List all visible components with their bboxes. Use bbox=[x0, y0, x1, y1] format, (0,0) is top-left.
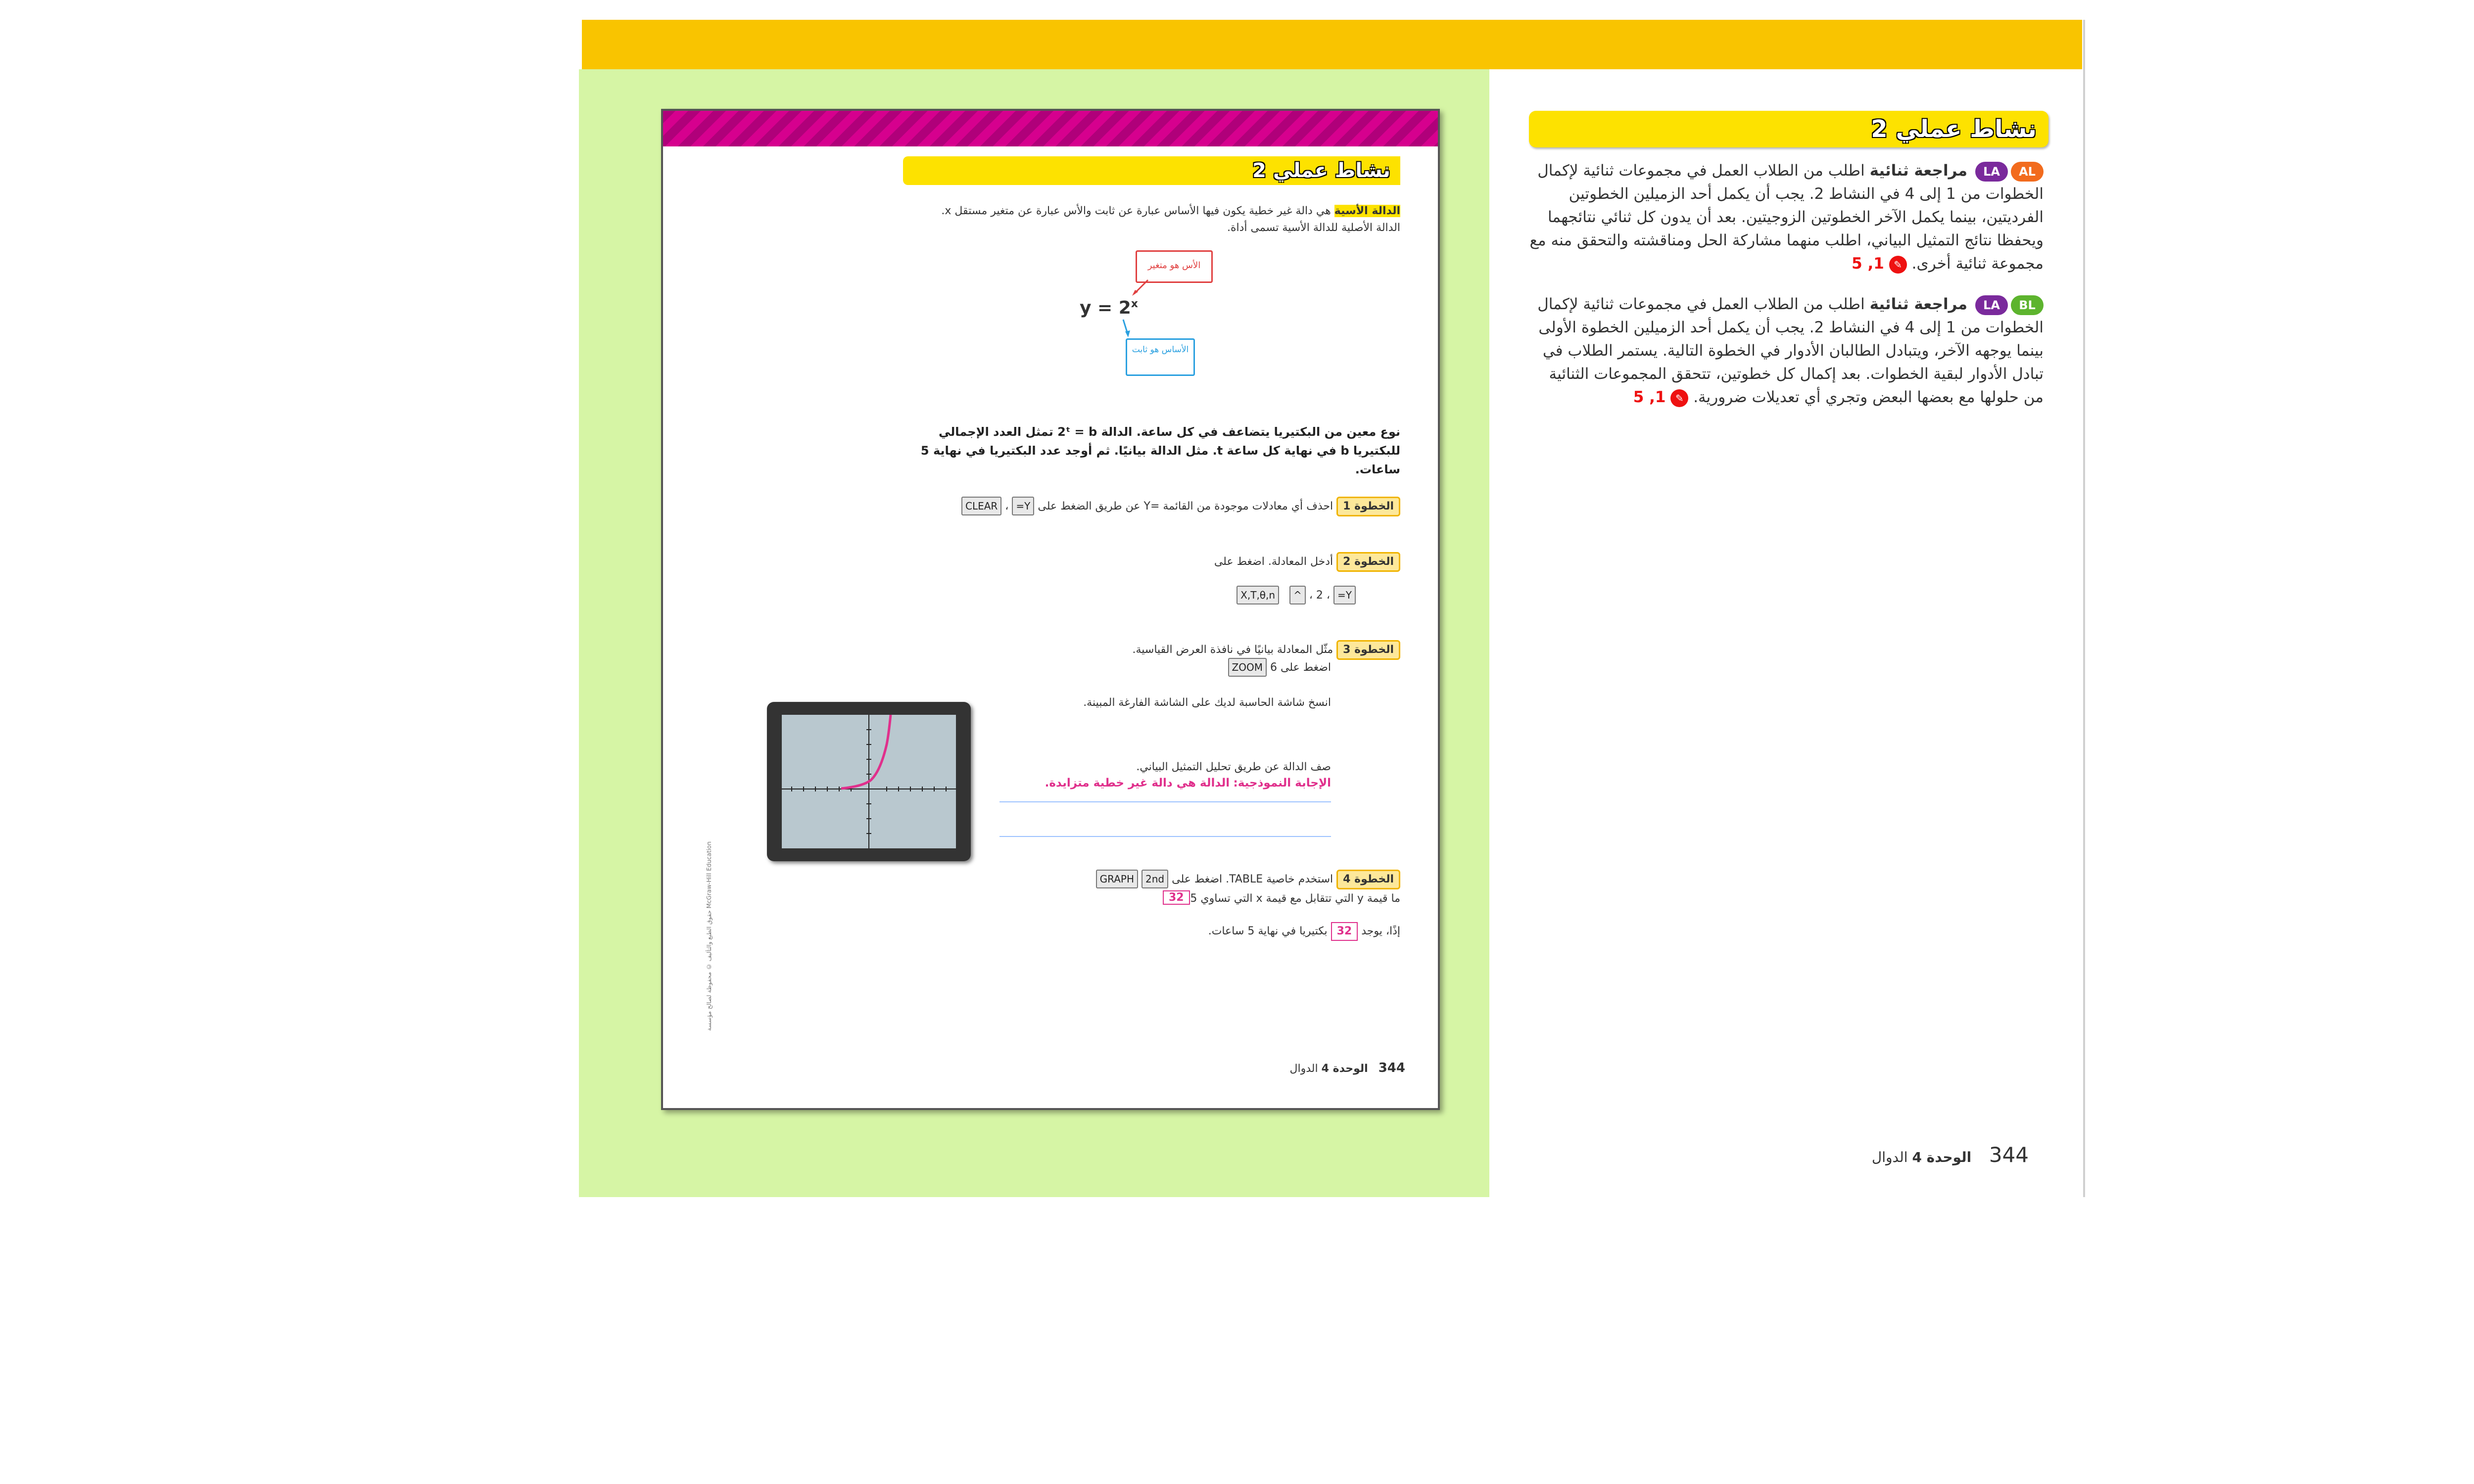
step-4-question: ما قيمة y التي تتقابل مع قيمة x التي تساوي 5 bbox=[1190, 892, 1400, 905]
answer-line bbox=[999, 836, 1331, 837]
definition-block bbox=[930, 203, 1400, 236]
step-4-text: استخدم خاصية TABLE. اضغط على bbox=[1172, 873, 1333, 885]
copyright-side-text: حقوق الطبع والتأليف © محفوظة لصالح مؤسسة McGraw-Hill Education bbox=[706, 841, 713, 1031]
step-3-press-label: اضغط على bbox=[1280, 661, 1331, 674]
equation-base: y = 2 bbox=[1080, 298, 1131, 318]
step-3-describe: صف الدالة عن طريق تحليل التمثيل البياني. bbox=[1136, 761, 1331, 773]
step-1: الخطوة 1 احذف أي معادلات موجودة من القائمة =Y عن طريق الضغط على Y= ، CLEAR bbox=[901, 497, 1400, 516]
paragraph-2 bbox=[1529, 293, 2044, 409]
callout-base: الأساس هو ثابت bbox=[1126, 338, 1195, 376]
step-3-text: مثّل المعادلة بيانيًا في نافذة العرض القياسية. bbox=[1132, 644, 1333, 656]
key-2nd: 2nd bbox=[1142, 870, 1168, 888]
answer-line bbox=[999, 801, 1331, 802]
conclusion-answer: 32 bbox=[1331, 922, 1358, 941]
step-2-text: أدخل المعادلة. اضغط على bbox=[1214, 556, 1333, 568]
paragraph-1-text: اطلب من الطلاب العمل في مجموعات ثنائية لإكمال الخطوات من 1 إلى 4 في النشاط 2. يجب أن يكمل أحد الزميلين الخطوتين الفرديتين، بينما يكمل الآخر الخطوتين الزوجيتين. بعد أن يدون كل ثنائي نتائجهما ويحفظا نتائج التمثيل البياني، اطلب منهما مشاركة الحل ومناقشته والتحقق منه مع مجموعة ثنائية أخرى. bbox=[1529, 162, 2044, 273]
conclusion-post: بكتيريا في نهاية 5 ساعات. bbox=[1208, 925, 1328, 937]
step-4 bbox=[901, 870, 1400, 889]
key-clear: CLEAR bbox=[961, 497, 1001, 515]
student-page-preview bbox=[661, 109, 1440, 1110]
sample-answer-text: الدالة هي دالة غير خطية متزايدة. bbox=[1045, 777, 1230, 789]
callout-base-arrow bbox=[1118, 319, 1138, 338]
equation-exponent: x bbox=[1131, 298, 1138, 310]
step-4-tag: الخطوة 4 bbox=[1336, 870, 1400, 889]
calculator-screen bbox=[782, 715, 956, 848]
sample-answer-label: الإجابة النموذجية: bbox=[1233, 777, 1331, 789]
activity-title: نشاط عملي 2 bbox=[1529, 111, 2048, 147]
badge-la: LA bbox=[1975, 162, 2008, 182]
badge-al: AL bbox=[2011, 162, 2044, 182]
paragraph-1 bbox=[1529, 159, 2044, 276]
student-page-number: 344 bbox=[1378, 1061, 1405, 1075]
callout-exponent: الأس هو متغير bbox=[1136, 250, 1213, 283]
student-page-footer bbox=[1232, 1061, 1405, 1075]
equation bbox=[1080, 298, 1138, 318]
student-activity-title: نشاط عملي 2 bbox=[903, 156, 1400, 185]
definition-text: هي دالة غير خطية يكون فيها الأساس عبارة عن ثابت والأس عبارة عن متغير مستقل x. الدالة الأصلية للدالة الأسية تسمى أداة. bbox=[941, 205, 1400, 234]
footer-topic: الدوال bbox=[1871, 1149, 1908, 1165]
cross-ref-icon: ✎ bbox=[1889, 256, 1907, 274]
step-3-tag: الخطوة 3 bbox=[1336, 640, 1400, 660]
student-footer-topic: الدوال bbox=[1289, 1063, 1318, 1075]
student-footer-unit: الوحدة 4 bbox=[1321, 1063, 1368, 1075]
top-banner bbox=[582, 20, 2082, 69]
step-3-key-num: 6 bbox=[1270, 661, 1277, 674]
page-number: 344 bbox=[1989, 1143, 2029, 1167]
page-footer bbox=[1781, 1143, 2029, 1167]
step-2 bbox=[901, 552, 1400, 572]
callout-exponent-arrow bbox=[1128, 279, 1158, 299]
step-3-press bbox=[1049, 658, 1331, 677]
paragraph-2-text: اطلب من الطلاب العمل في مجموعات ثنائية لإكمال الخطوات من 1 إلى 4 في النشاط 2. يجب أن يكمل أحد الزميلين الخطوة الأولى بينما يوجهه الآخر، ويتبادل الطالبان الأدوار في الخطوة التالية. يستمر الطلاب في تبادل الأدوار لبقية الخطوات. بعد إكمال كل خطوتين، تتحقق المجموعات الثنائية من حلولها مع بعضها البعض وتجري أي تعديلات ضرورية. bbox=[1537, 295, 2044, 406]
step-3-sketch: انسخ شاشة الحاسبة لديك على الشاشة الفارغة المبينة. bbox=[1083, 696, 1331, 709]
key-xttn: X,T,θ,n bbox=[1237, 586, 1279, 604]
badge-la: LA bbox=[1975, 295, 2008, 315]
step-4-question-row bbox=[901, 890, 1400, 907]
key-caret: ^ bbox=[1289, 586, 1306, 604]
key-graph: GRAPH bbox=[1096, 870, 1138, 888]
step-1-text: احذف أي معادلات موجودة من القائمة =Y عن طريق الضغط على bbox=[1038, 500, 1333, 512]
definition-term: الدالة الأسية bbox=[1334, 205, 1400, 217]
paragraph-2-heading: مراجعة ثنائية bbox=[1869, 295, 1968, 313]
paragraph-1-refs: 1, 5 bbox=[1852, 255, 1884, 273]
calculator-graph bbox=[782, 715, 956, 848]
key-y-equals-2: Y= bbox=[1333, 586, 1356, 604]
step-4-answer-box bbox=[1163, 890, 1190, 905]
decorative-stripe bbox=[663, 111, 1438, 146]
conclusion-pre: إذًا، يوجد bbox=[1361, 925, 1400, 937]
step-3 bbox=[1049, 640, 1400, 660]
paragraph-1-heading: مراجعة ثنائية bbox=[1869, 162, 1968, 180]
key-number-2: 2 bbox=[1316, 589, 1323, 602]
key-zoom: ZOOM bbox=[1228, 658, 1267, 677]
step-3-answer bbox=[999, 777, 1331, 789]
step-2-keys: Y= ، 2 ، ^ X,T,θ,n bbox=[1108, 586, 1356, 604]
step-1-tag: الخطوة 1 bbox=[1336, 497, 1400, 516]
cross-ref-icon: ✎ bbox=[1670, 389, 1688, 407]
step-4-conclusion bbox=[1049, 922, 1400, 941]
calculator-screen-frame bbox=[767, 702, 971, 861]
footer-unit: الوحدة 4 bbox=[1912, 1149, 1972, 1165]
step-2-tag: الخطوة 2 bbox=[1336, 552, 1400, 572]
key-y-equals: Y= bbox=[1012, 497, 1034, 515]
step-4-answer: 32 bbox=[1163, 890, 1190, 905]
badge-bl: BL bbox=[2011, 295, 2044, 315]
problem-statement: نوع معين من البكتيريا يتضاعف في كل ساعة. الدالة 2ᵗ = b تمثل العدد الإجمالي للبكتيريا b في نهاية كل ساعة t. مثل الدالة بيانيًا. ثم أوجد عدد البكتيريا في نهاية 5 ساعات. bbox=[920, 425, 1400, 476]
paragraph-2-refs: 1, 5 bbox=[1633, 388, 1666, 406]
